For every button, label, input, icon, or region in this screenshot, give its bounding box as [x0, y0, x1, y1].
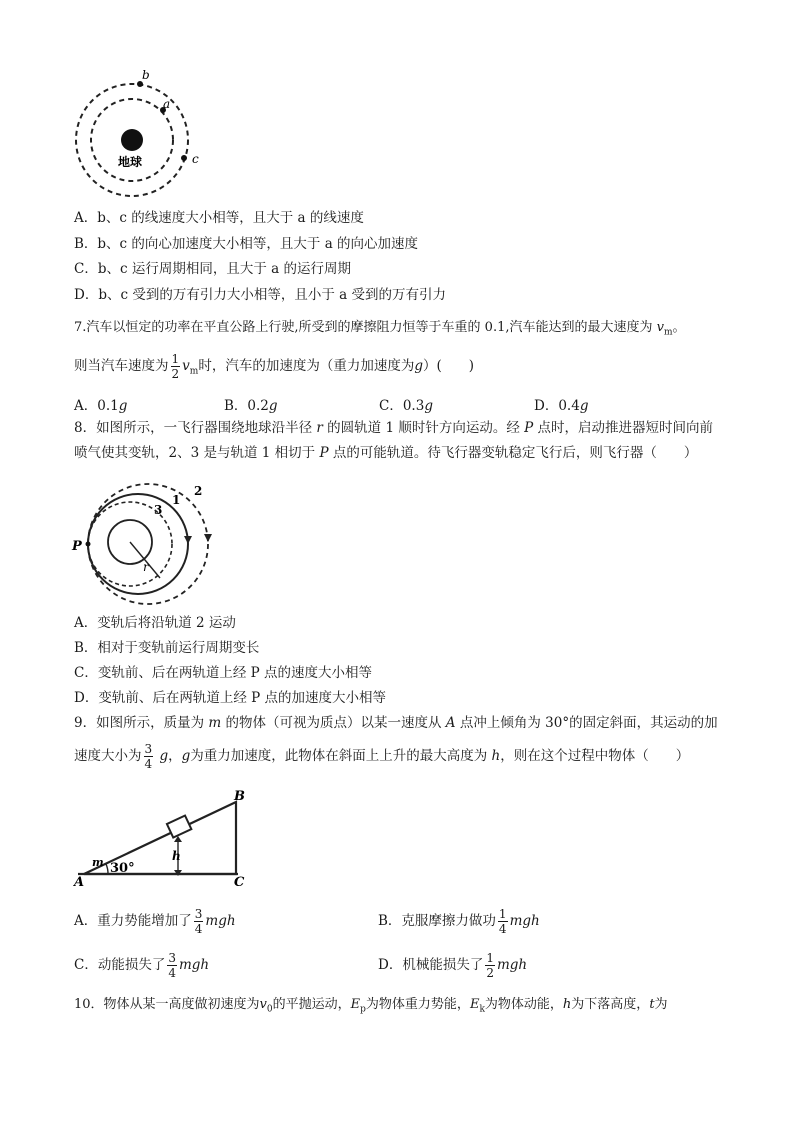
label-a: a [163, 97, 171, 111]
angle-arc [106, 864, 108, 874]
arrow-orbit-2 [204, 534, 212, 542]
label-b: b [142, 68, 150, 82]
label-B: B [234, 789, 245, 804]
q8-stem-line1: 8．如图所示，一飞行器围绕地球沿半径 r 的圆轨道 1 顺时针方向运动。经 P 点时，启动推进器短时间向前 [74, 420, 714, 436]
orbit-transfer-figure [68, 478, 218, 606]
q7-stem-line1: 7.汽车以恒定的功率在平直公路上行驶,所受到的摩擦阻力恒等于车重的 0.1,汽车能达到的最大速度为 $v_m$。 [74, 320, 686, 338]
block [167, 816, 191, 838]
q7-option-b: B．0.2g [224, 398, 278, 414]
label-r: r [143, 560, 149, 574]
label-A: A [74, 875, 85, 890]
label-2: 2 [194, 484, 203, 498]
q9-option-d: D．机械能损失了 $\frac{1}{2}$ mgh [378, 951, 528, 980]
label-3: 3 [154, 503, 163, 517]
point-P [86, 542, 91, 547]
q6-option-a: A．b、c 的线速度大小相等，且大于 a 的线速度 [74, 210, 364, 226]
label-C: C [234, 875, 245, 890]
q7-stem-line2: 则当汽车速度为 $\frac{1}{2}$ $v_m$时，汽车的加速度为（重力加速度为g）( ) [74, 352, 475, 381]
q9-stem-line1: 9．如图所示，质量为 m 的物体（可视为质点）以某一速度从 A 点冲上倾角为 30°的固定斜面，其运动的加 [74, 715, 718, 731]
q9-option-b: B．克服摩擦力做功 $\frac{1}{4}$ mgh [378, 907, 540, 936]
earth [121, 129, 143, 151]
label-angle: 30° [110, 861, 135, 876]
q10-stem-line1: 10．物体从某一高度做初速度为$v_0$的平抛运动，$E_p$为物体重力势能，$E_k$为物体动能，h为下落高度，t为 [74, 997, 668, 1015]
label-1: 1 [172, 493, 181, 507]
fraction-three-quarters: $\frac{3}{4}$ [144, 742, 153, 771]
q7-option-d: D．0.4g [534, 398, 589, 414]
q7-option-a: A．0.1g [74, 398, 128, 414]
incline-figure [70, 786, 260, 892]
arrow-orbit-1 [184, 536, 192, 544]
label-m: m [92, 856, 104, 869]
label-h: h [172, 849, 181, 863]
q8-option-d: D．变轨前、后在两轨道上经 P 点的加速度大小相等 [74, 690, 386, 706]
q8-option-c: C．变轨前、后在两轨道上经 P 点的速度大小相等 [74, 665, 372, 681]
label-c: c [192, 152, 199, 166]
q9-option-a: A．重力势能增加了 $\frac{3}{4}$ mgh [74, 907, 236, 936]
q7-option-c: C．0.3g [379, 398, 433, 414]
satellite-c [181, 155, 187, 161]
label-P: P [72, 539, 82, 554]
orbit-1 [88, 494, 188, 594]
orbit-2 [88, 484, 208, 604]
q8-stem-line2: 喷气使其变轨，2、3 是与轨道 1 相切于 P 点的可能轨道。待飞行器变轨稳定飞行后，则飞行器（ ） [74, 445, 698, 461]
satellite-orbit-figure [70, 68, 210, 208]
q6-option-b: B．b、c 的向心加速度大小相等，且大于 a 的向心加速度 [74, 236, 419, 252]
q8-option-a: A．变轨后将沿轨道 2 运动 [74, 615, 236, 631]
q6-option-c: C．b、c 运行周期相同，且大于 a 的运行周期 [74, 261, 351, 277]
q9-option-c: C．动能损失了 $\frac{3}{4}$ mgh [74, 951, 210, 980]
q6-option-d: D．b、c 受到的万有引力大小相等，且小于 a 受到的万有引力 [74, 287, 446, 303]
fraction-one-half: $\frac{1}{2}$ [171, 352, 180, 381]
incline-triangle [84, 802, 236, 874]
q9-stem-line2: 速度大小为 $\frac{3}{4}$ g，g为重力加速度，此物体在斜面上上升的最大高度为 h，则在这个过程中物体（ ） [74, 742, 690, 771]
q8-option-b: B．相对于变轨前运行周期变长 [74, 640, 260, 656]
earth-label: 地球 [118, 155, 143, 169]
